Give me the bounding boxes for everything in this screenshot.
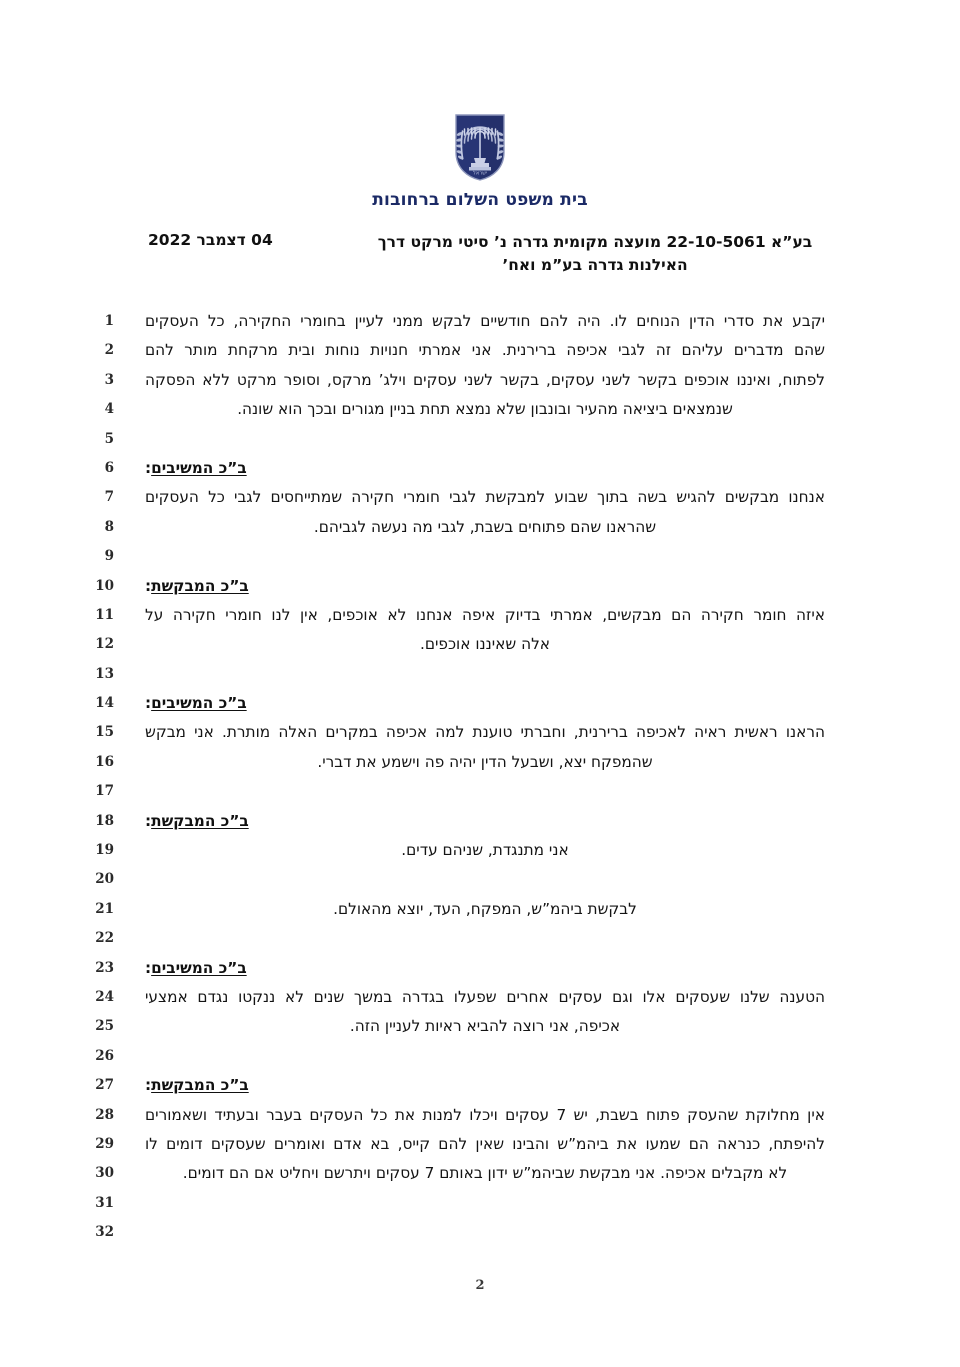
transcript-line <box>0 1218 960 1247</box>
transcript-line <box>0 395 960 424</box>
line-number: 27 <box>95 1077 114 1094</box>
line-number: 1 <box>104 313 114 329</box>
transcript-line <box>0 689 960 718</box>
transcript-line <box>0 983 960 1012</box>
line-number: 12 <box>95 636 114 653</box>
line-number: 4 <box>104 401 114 418</box>
transcript-line-text: להיפתח, כנראה הם שמעו את ביהמ”ש והבינו שאין להם קייס, בא אדם ואומרים שעסקים דומים לו <box>145 1134 825 1153</box>
transcript-line <box>0 836 960 865</box>
svg-text:ישראל: ישראל <box>472 170 488 177</box>
line-number: 5 <box>104 430 114 447</box>
transcript-line <box>0 748 960 777</box>
transcript-line <box>0 1071 960 1100</box>
transcript-line <box>0 336 960 365</box>
court-title: בית משפט השלום ברחובות <box>372 190 588 210</box>
line-number: 15 <box>95 724 114 741</box>
line-number: 28 <box>95 1106 114 1123</box>
line-number: 14 <box>95 695 114 712</box>
transcript-line <box>0 1042 960 1071</box>
line-number: 18 <box>95 812 114 829</box>
transcript-line <box>0 924 960 953</box>
transcript-line <box>0 630 960 659</box>
transcript-line <box>0 865 960 894</box>
line-number: 21 <box>95 900 114 917</box>
line-number: 3 <box>104 371 114 388</box>
speaker-label: ב”כ המשיבים <box>151 694 247 713</box>
transcript-line-text: לא מקבלים אכיפה. אני מבקשת שביהמ”ש ידון באותם 7 עסקים ויתרשם ויחליט אם הם דומים. <box>182 1164 788 1183</box>
transcript-line-text: אין מחלוקת שהעסק פתוח בשבת, יש 7 עסקים ויכלו למנות את כל העסקים בעבר ובעתיד ושאמורים <box>145 1105 825 1124</box>
speaker-heading <box>145 689 825 718</box>
israel-state-emblem-icon <box>453 112 507 182</box>
speaker-heading <box>145 1071 825 1100</box>
transcript-line <box>0 366 960 395</box>
transcript-line-text: שהראנו שהם פתוחים בשבת, לגבי מה נעשה לגביהם. <box>313 517 657 536</box>
transcript-line-text: יקבע את סדרי הדין הנוחים לו. היה להם חודשיים לבקש ממני לעיין בחומרי החקירה, כל העסקים <box>145 312 825 330</box>
speaker-heading <box>145 454 825 483</box>
transcript-line <box>0 954 960 983</box>
line-number: 24 <box>95 988 114 1005</box>
transcript-line <box>0 1159 960 1188</box>
transcript-line-text: לפתוח, ואיננו אוכפים בקשר לשני עסקים, בקשר לשני עסקים וילג’ מרקס, וסופר מרקט ללא הפסקה <box>145 370 825 389</box>
transcript-line <box>0 425 960 454</box>
transcript-line <box>0 895 960 924</box>
case-caption-line-2: האילנות גדרה בע”מ ואח’ <box>502 256 688 274</box>
speaker-colon: : <box>145 958 152 977</box>
page-number: 2 <box>475 1278 485 1293</box>
speaker-heading <box>145 954 825 983</box>
transcript-body <box>0 307 960 1248</box>
line-number: 25 <box>95 1018 114 1035</box>
transcript-line-text: איזה חומר חקירה הם מבקשים, אמרתי בדיוק איפה אנחנו לא אוכפים, אין לנו חומרי חקירה על <box>145 605 825 624</box>
transcript-line <box>0 807 960 836</box>
transcript-line <box>0 513 960 542</box>
line-number: 29 <box>95 1135 114 1152</box>
transcript-line-text: אכיפה, אני רוצה להביא ראיות לעניין הזה. <box>349 1017 621 1036</box>
transcript-line <box>0 718 960 747</box>
speaker-label: ב”כ המבקשת <box>151 576 249 595</box>
speaker-colon: : <box>145 576 152 595</box>
transcript-line-text: אלה שאיננו אוכפים. <box>419 635 550 654</box>
emblem-container <box>0 112 960 186</box>
line-number: 6 <box>104 459 114 476</box>
speaker-colon: : <box>145 1076 152 1095</box>
transcript-line-text: הטענה שלנו שעסקים אלו וגם עסקים אחרים שפעלו בגדרה במשך שנים לא ננקטו נגדם אמצעי <box>145 987 825 1006</box>
case-caption <box>335 231 855 277</box>
line-number: 8 <box>104 518 114 535</box>
line-number: 20 <box>95 871 114 888</box>
line-number: 17 <box>95 783 114 800</box>
speaker-heading <box>145 572 825 601</box>
line-number: 9 <box>104 548 114 565</box>
transcript-line <box>0 1189 960 1218</box>
speaker-colon: : <box>145 458 152 477</box>
speaker-heading <box>145 807 825 836</box>
case-caption-line-1: בע”א 22-10-5061 מועצה מקומית גדרה נ’ סיטי מרקט דרך <box>377 233 813 251</box>
transcript-line-text: שהמפקח יצא, ושבעל הדין יהיה פה וישמע את דברי. <box>317 752 653 771</box>
line-number: 23 <box>95 959 114 976</box>
transcript-line <box>0 1130 960 1159</box>
transcript-line-text: הראנו ראשית ראיה לאכיפה ברירנית, וחברתי טוענת למה אכיפה במקרים האלה מותרת. אני מבקש <box>145 723 825 742</box>
transcript-line <box>0 601 960 630</box>
line-number: 13 <box>95 665 114 682</box>
transcript-line-text: לבקשת ביהמ”ש, המפקח, העד, יוצא מהאולם. <box>333 899 637 918</box>
transcript-line <box>0 542 960 571</box>
line-number: 2 <box>104 342 114 359</box>
transcript-line-text: אנחנו מבקשים להגיש בשה בתוך שבוע למבקשת לגבי חומרי חקירה שמתייחסים לגבי כל העסקים <box>145 488 825 507</box>
line-number: 16 <box>95 753 114 770</box>
line-number: 32 <box>95 1224 114 1241</box>
speaker-colon: : <box>145 694 152 713</box>
line-number: 31 <box>95 1194 114 1211</box>
speaker-label: ב”כ המבקשת <box>151 1076 249 1095</box>
line-number: 19 <box>95 842 114 859</box>
transcript-line <box>0 1101 960 1130</box>
speaker-label: ב”כ המבקשת <box>151 811 249 830</box>
transcript-line <box>0 483 960 512</box>
line-number: 22 <box>95 930 114 947</box>
speaker-label: ב”כ המשיבים <box>151 458 247 477</box>
transcript-line <box>0 572 960 601</box>
line-number: 10 <box>95 577 114 594</box>
transcript-line <box>0 1012 960 1041</box>
line-number: 7 <box>104 489 114 506</box>
speaker-colon: : <box>145 811 152 830</box>
line-number: 11 <box>95 606 114 623</box>
transcript-line <box>0 307 960 336</box>
transcript-line-text: אני מתנגדת, שניהם עדים. <box>401 841 569 860</box>
line-number: 30 <box>95 1165 114 1182</box>
transcript-line-text: שנמצאים ביציאה מהעיר ובונבון שלא נמצא תחת בניין מגורים ובכך הוא שונה. <box>237 400 733 419</box>
case-header-row <box>0 231 960 289</box>
hearing-date: 04 דצמבר 2022 <box>148 231 273 249</box>
transcript-line-text: שהם מדברים עליהם זה לגבי אכיפה ברירנית. אני אמרתי חנויות נוחות ובית מרקחת מותר להם <box>145 341 825 360</box>
transcript-line <box>0 454 960 483</box>
transcript-line <box>0 777 960 806</box>
transcript-line <box>0 660 960 689</box>
speaker-label: ב”כ המשיבים <box>151 958 247 977</box>
line-number: 26 <box>95 1047 114 1064</box>
